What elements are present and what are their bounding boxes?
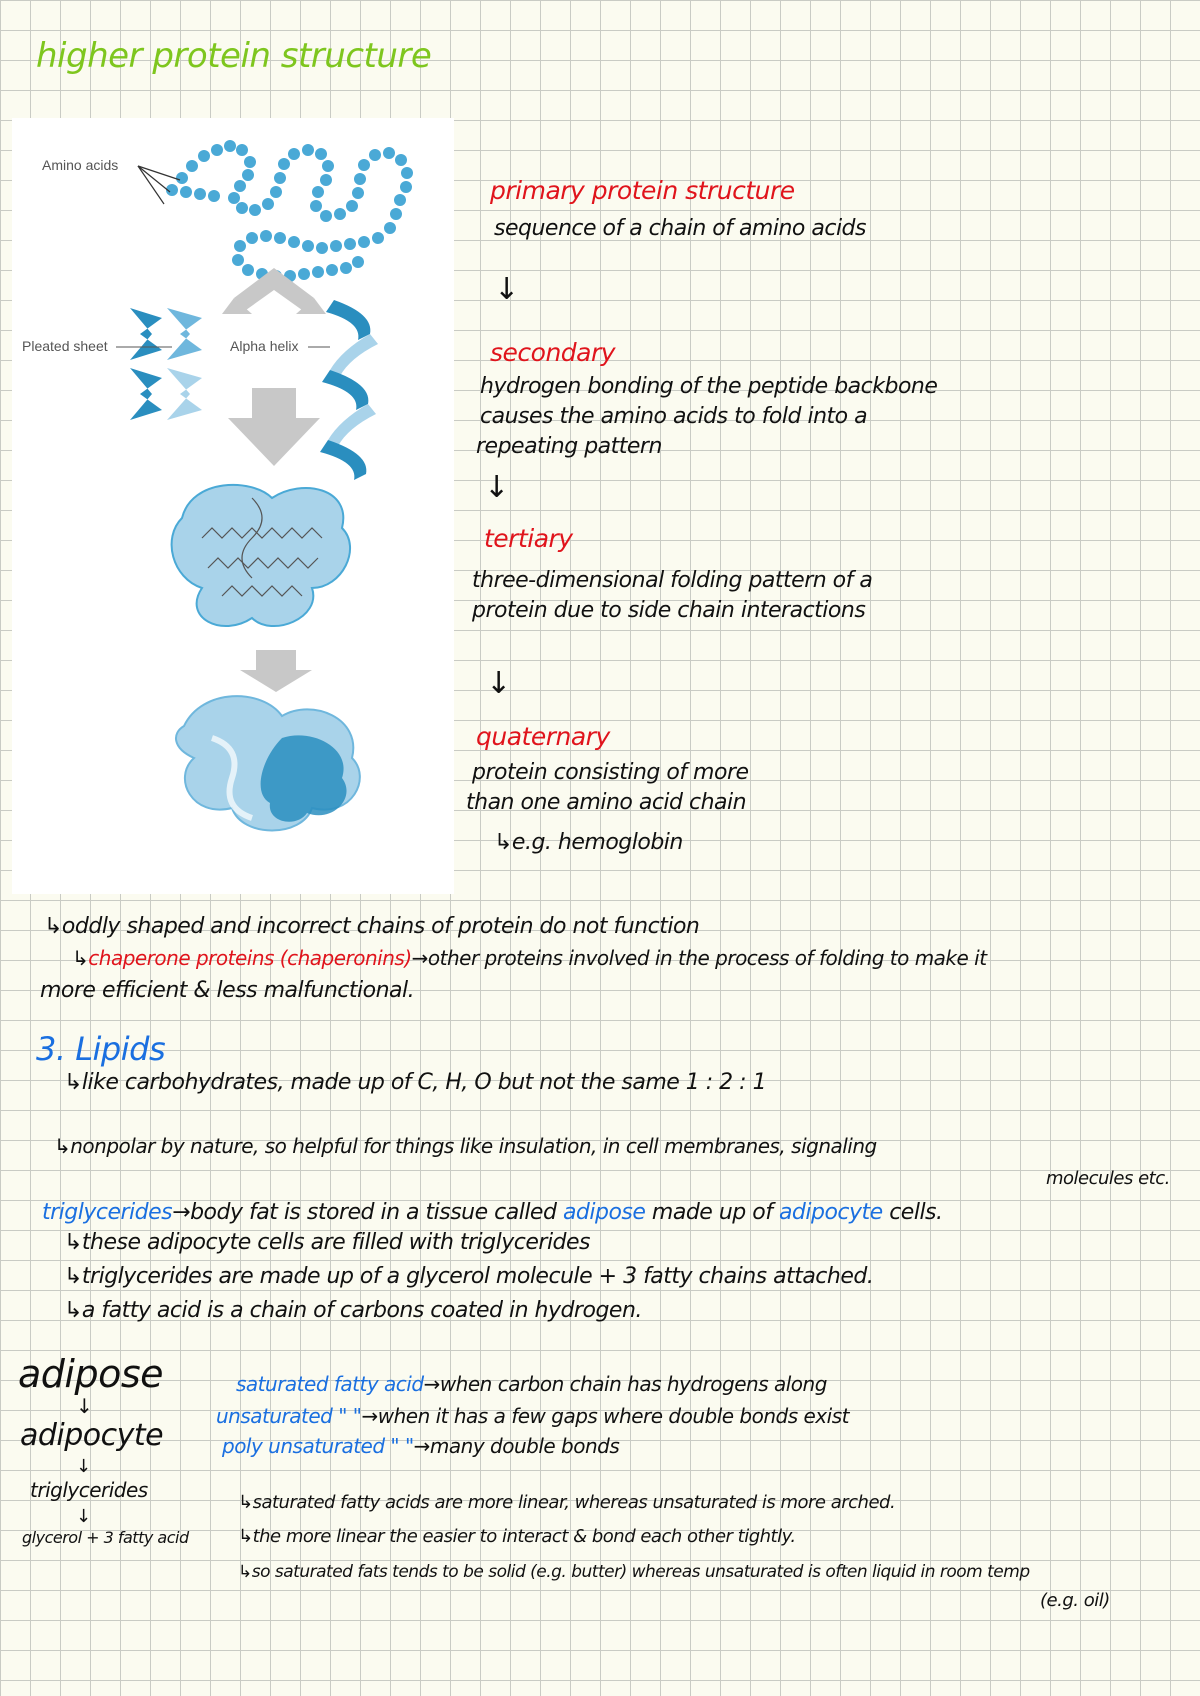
misfolding-line-3: more efficient & less malfunctional.: [40, 978, 415, 1003]
unsaturated-text: →when it has a few gaps where double bonds exist: [361, 1404, 849, 1428]
quaternary-line-2: than one amino acid chain: [466, 790, 747, 815]
tertiary-structure: [172, 485, 350, 626]
amino-acids-label: Amino acids: [42, 157, 119, 173]
triglycerides-line-2: ↳these adipocyte cells are filled with triglycerides: [64, 1230, 591, 1255]
saturated-line: [236, 1372, 827, 1396]
down-arrow: [240, 650, 312, 692]
quaternary-heading: quaternary: [476, 722, 610, 751]
lipids-line-2: ↳nonpolar by nature, so helpful for things like insulation, in cell membranes, signaling: [54, 1134, 877, 1158]
hierarchy-triglycerides: triglycerides: [30, 1478, 148, 1502]
quaternary-structure: [176, 696, 360, 830]
pleated-sheet: [130, 308, 202, 420]
merge-arrow: [228, 388, 320, 466]
primary-description: sequence of a chain of amino acids: [494, 216, 866, 241]
misfolding-line-2: [72, 946, 987, 970]
amino-acid-chain: [166, 140, 413, 282]
arrow-icon: ↓: [486, 666, 511, 701]
page-title: higher protein structure: [36, 36, 432, 76]
hierarchy-adipocyte: adipocyte: [20, 1418, 164, 1453]
triglycerides-line-4: ↳a fatty acid is a chain of carbons coated in hydrogen.: [64, 1298, 642, 1323]
polyunsaturated-term: poly unsaturated " ": [222, 1434, 414, 1458]
fatty-note-3b: (e.g. oil): [1040, 1590, 1110, 1611]
lipids-heading: 3. Lipids: [36, 1030, 166, 1068]
unsaturated-term: unsaturated " ": [216, 1404, 362, 1428]
alpha-helix: [320, 300, 378, 480]
misfolding-line-1: ↳oddly shaped and incorrect chains of protein do not function: [44, 914, 700, 939]
secondary-heading: secondary: [490, 338, 616, 367]
hierarchy-glycerol: glycerol + 3 fatty acid: [22, 1528, 189, 1547]
arrow-icon: ↓: [76, 1456, 91, 1477]
saturated-text: →when carbon chain has hydrogens along: [423, 1372, 827, 1396]
secondary-line-3: repeating pattern: [476, 434, 662, 459]
arrow-icon: ↓: [76, 1394, 93, 1418]
pleated-sheet-label: Pleated sheet: [22, 338, 108, 354]
arrow-icon: ↓: [494, 272, 519, 307]
triglycerides-text-1: →body fat is stored in a tissue called: [172, 1200, 557, 1225]
tertiary-line-2: protein due to side chain interactions: [472, 598, 866, 623]
tertiary-line-1: three-dimensional folding pattern of a: [472, 568, 873, 593]
secondary-line-1: hydrogen bonding of the peptide backbone: [480, 374, 938, 399]
secondary-line-2: causes the amino acids to fold into a: [480, 404, 868, 429]
arrow-icon: ↓: [484, 470, 509, 505]
misfolding-line-2-rest: →other proteins involved in the process of folding to make it: [411, 946, 987, 970]
fatty-note-2: ↳the more linear the easier to interact & bond each other tightly.: [238, 1526, 796, 1547]
saturated-term: saturated fatty acid: [236, 1372, 424, 1396]
chaperone-term: chaperone proteins (chaperonins): [88, 946, 412, 970]
triglycerides-term: triglycerides: [42, 1200, 173, 1225]
triglycerides-text-3: cells.: [889, 1200, 943, 1225]
adipocyte-term: adipocyte: [778, 1200, 883, 1225]
primary-heading: primary protein structure: [490, 176, 795, 205]
fatty-note-1: ↳saturated fatty acids are more linear, whereas unsaturated is more arched.: [238, 1492, 896, 1513]
triglycerides-line: [42, 1200, 943, 1225]
protein-structure-diagram: [12, 118, 454, 894]
misfolding-arrow: ↳: [72, 946, 89, 970]
alpha-helix-label: Alpha helix: [230, 338, 299, 354]
adipose-term: adipose: [562, 1200, 646, 1225]
lipids-line-1: ↳like carbohydrates, made up of C, H, O but not the same 1 : 2 : 1: [64, 1070, 767, 1095]
quaternary-example: ↳e.g. hemoglobin: [494, 830, 683, 855]
hierarchy-adipose: adipose: [18, 1352, 164, 1396]
lipids-line-2b: molecules etc.: [1046, 1168, 1170, 1189]
fatty-note-3: ↳so saturated fats tends to be solid (e.g. butter) whereas unsaturated is often liquid in room temp: [238, 1562, 1030, 1582]
polyunsaturated-line: [222, 1434, 619, 1458]
tertiary-heading: tertiary: [484, 524, 573, 553]
arrow-icon: ↓: [76, 1506, 91, 1527]
polyunsaturated-text: →many double bonds: [413, 1434, 620, 1458]
triglycerides-line-3: ↳triglycerides are made up of a glycerol molecule + 3 fatty chains attached.: [64, 1264, 874, 1289]
triglycerides-text-2: made up of: [651, 1200, 773, 1225]
unsaturated-line: [216, 1404, 849, 1428]
quaternary-line-1: protein consisting of more: [472, 760, 749, 785]
